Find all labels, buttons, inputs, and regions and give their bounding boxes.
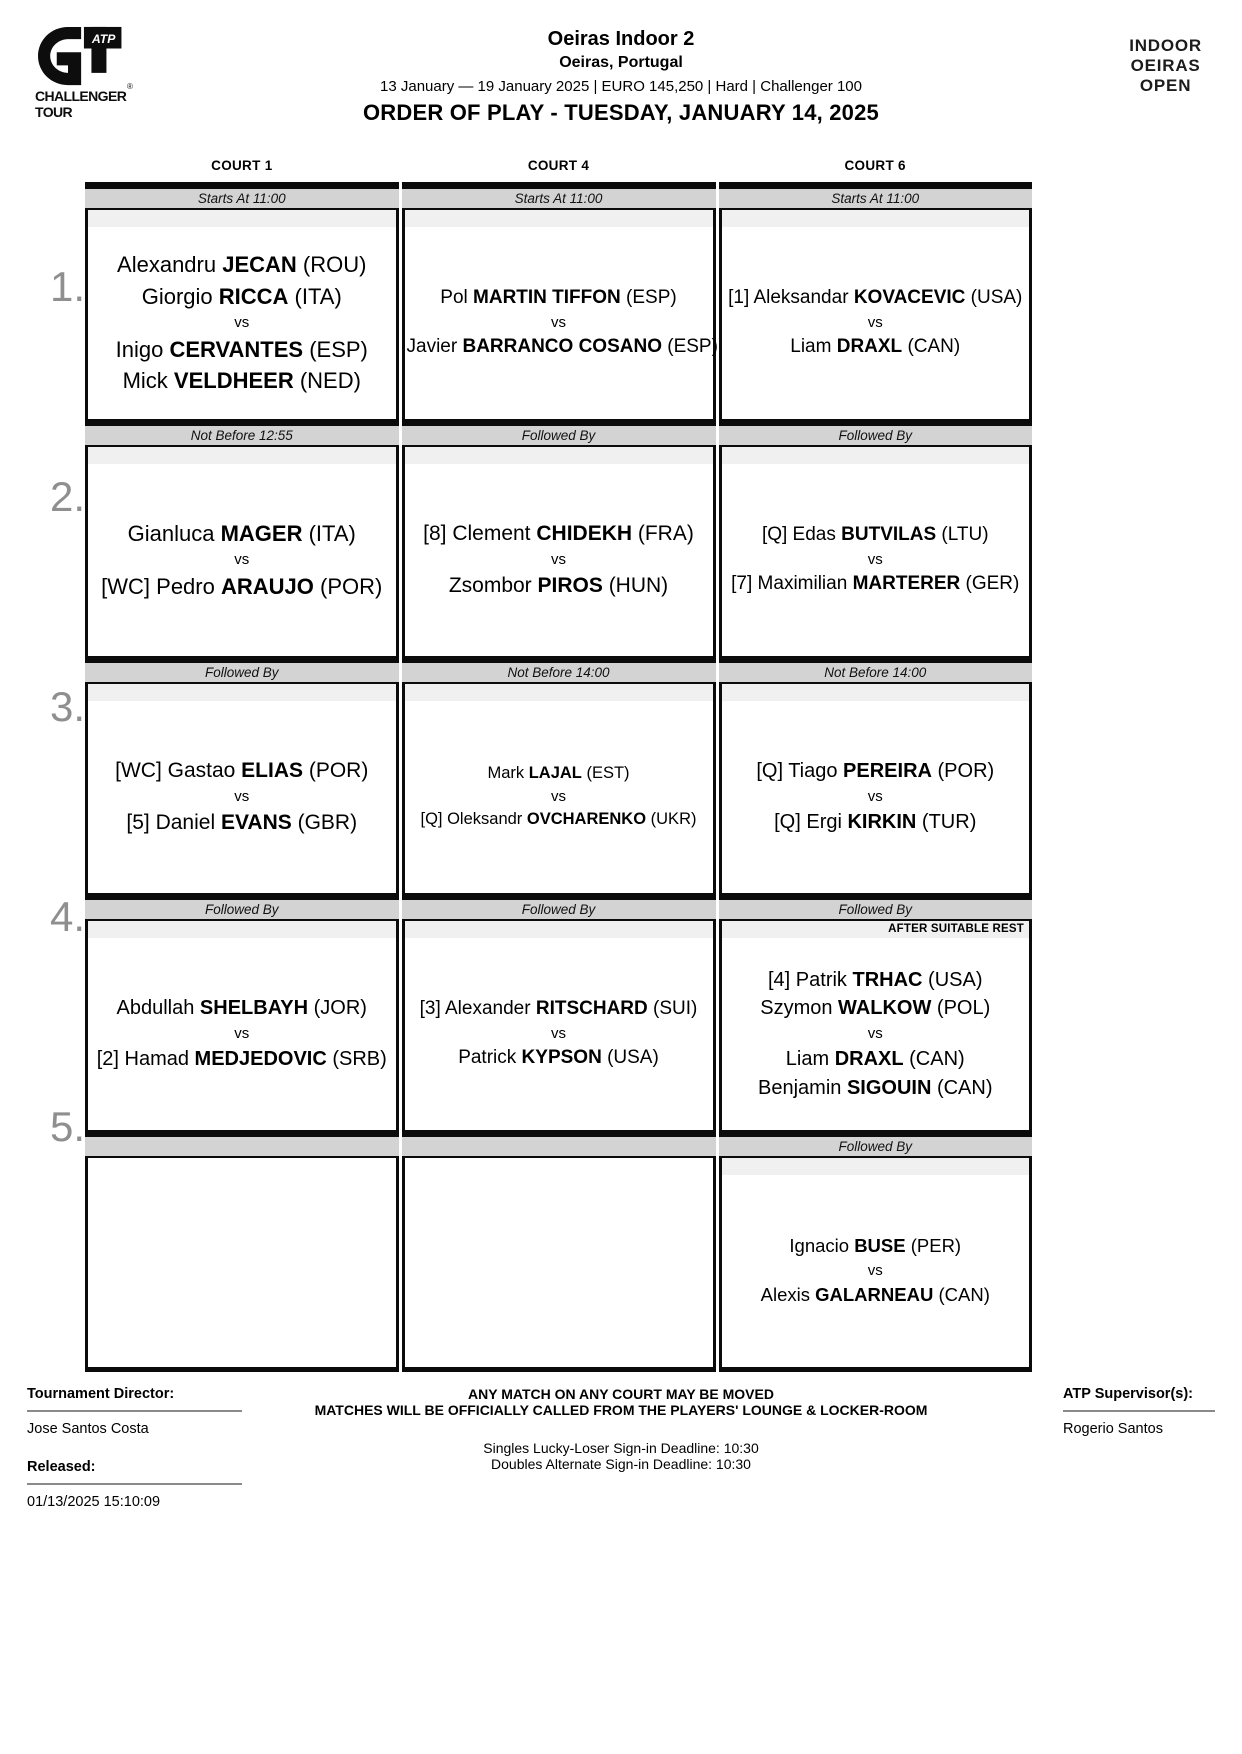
player-line: Ignacio BUSE (PER)	[789, 1235, 962, 1257]
row-number-5: 5.	[50, 1103, 86, 1150]
slot-separator: Starts At 11:00	[719, 182, 1033, 210]
court6-column	[719, 182, 1033, 1372]
match-text	[405, 464, 713, 656]
vs-label: vs	[551, 313, 566, 331]
tournament-location: Oeiras, Portugal	[559, 54, 683, 71]
slot-separator: Not Before 14:00	[402, 656, 716, 684]
row-number-1: 1.	[50, 263, 86, 310]
match-text	[405, 1158, 713, 1367]
player-line: [WC] Pedro ARAUJO (POR)	[101, 574, 383, 600]
column-bottom-border	[402, 1367, 716, 1372]
player-line: Pol MARTIN TIFFON (ESP)	[440, 286, 677, 308]
column-bottom-border	[719, 1367, 1033, 1372]
match-text	[405, 701, 713, 893]
footer-right	[1063, 1386, 1215, 1437]
player-line: Javier BARRANCO COSANO (ESP)	[406, 336, 718, 358]
right-logo-line: INDOOR	[1129, 36, 1202, 55]
match-text	[722, 227, 1030, 419]
divider	[1063, 1410, 1215, 1412]
player-line: [8] Clement CHIDEKH (FRA)	[423, 521, 694, 545]
schedule-grid	[85, 182, 1032, 1372]
cell-top-strip	[722, 447, 1030, 464]
player-line: Zsombor PIROS (HUN)	[448, 574, 669, 598]
player-line: Mick VELDHEER (NED)	[122, 368, 361, 394]
player-line: Alexis GALARNEAU (CAN)	[760, 1284, 990, 1306]
slot-separator: Followed By	[402, 893, 716, 921]
vs-label: vs	[867, 1261, 883, 1279]
vs-label: vs	[234, 550, 250, 568]
vs-label: vs	[551, 550, 566, 568]
cell-top-strip	[88, 210, 396, 227]
match-text	[88, 938, 396, 1130]
player-line: [Q] Ergi KIRKIN (TUR)	[774, 811, 977, 834]
player-line: Alexandru JECAN (ROU)	[117, 252, 367, 278]
slot-separator: Starts At 11:00	[402, 182, 716, 210]
atp-challenger-logo-icon	[35, 26, 131, 86]
player-line: Giorgio RICCA (ITA)	[141, 283, 342, 309]
doubles-deadline: Doubles Alternate Sign-in Deadline: 10:30	[491, 1456, 751, 1472]
tournament-director-label: Tournament Director:	[27, 1386, 175, 1402]
cell-top-strip	[88, 921, 396, 938]
atp-supervisor-label: ATP Supervisor(s):	[1063, 1386, 1193, 1402]
player-line: [Q] Edas BUTVILAS (LTU)	[761, 523, 989, 545]
tournament-details: 13 January — 19 January 2025 | EURO 145,250 | Hard | Challenger 100	[380, 78, 862, 95]
cell-top-strip	[405, 447, 713, 464]
player-line: Liam DRAXL (CAN)	[785, 1048, 965, 1071]
player-line: Szymon WALKOW (POL)	[760, 997, 991, 1020]
order-of-play-title: ORDER OF PLAY - TUESDAY, JANUARY 14, 2025	[362, 100, 879, 125]
match-text	[88, 701, 396, 893]
footer-notice-line1: ANY MATCH ON ANY COURT MAY BE MOVED	[468, 1386, 774, 1402]
player-line: Inigo CERVANTES (ESP)	[115, 337, 368, 363]
match-text	[88, 464, 396, 656]
registered-mark: ®	[127, 82, 133, 91]
match-cell	[719, 1158, 1033, 1367]
empty-match-cell	[402, 1158, 716, 1367]
after-suitable-rest-note: AFTER SUITABLE REST	[888, 923, 1024, 935]
player-line: [7] Maximilian MARTERER (GER)	[731, 573, 1020, 595]
cell-top-strip	[405, 684, 713, 701]
match-cell	[85, 684, 399, 893]
right-logo-line: OEIRAS	[1130, 56, 1201, 76]
vs-label: vs	[234, 313, 250, 331]
player-line: [4] Patrik TRHAC (USA)	[768, 968, 983, 991]
match-cell	[402, 210, 716, 419]
match-cell	[719, 210, 1033, 419]
atp-logo-text: ATP	[91, 31, 116, 46]
slot-separator: Followed By	[719, 893, 1033, 921]
cell-top-strip	[88, 684, 396, 701]
court-header-court4: COURT 4	[527, 158, 590, 173]
match-cell	[719, 921, 1033, 1130]
slot-separator: Not Before 12:55	[85, 419, 399, 447]
cell-top-strip	[722, 1158, 1030, 1175]
slot-separator	[85, 1130, 399, 1158]
right-logo-line: OPEN	[1139, 76, 1192, 96]
footer-center	[250, 1386, 992, 1472]
slot-separator: Followed By	[719, 1130, 1033, 1158]
footer-notice-line2: MATCHES WILL BE OFFICIALLY CALLED FROM THE PLAYERS' LOUNGE & LOCKER-ROOM	[314, 1402, 928, 1418]
footer-left	[27, 1386, 242, 1510]
court-header-court6: COURT 6	[844, 158, 906, 173]
match-cell	[85, 210, 399, 419]
cell-top-strip	[722, 684, 1030, 701]
singles-deadline: Singles Lucky-Loser Sign-in Deadline: 10:30	[483, 1440, 759, 1456]
match-cell	[719, 447, 1033, 656]
player-line: [2] Hamad MEDJEDOVIC (SRB)	[96, 1048, 387, 1071]
vs-label: vs	[551, 787, 566, 805]
match-text	[722, 464, 1030, 656]
player-line: Abdullah SHELBAYH (JOR)	[116, 997, 367, 1020]
vs-label: vs	[867, 1024, 883, 1042]
vs-label: vs	[234, 787, 250, 805]
slot-separator	[402, 1130, 716, 1158]
court4-column	[402, 182, 716, 1372]
match-text	[722, 1175, 1030, 1367]
atp-supervisor-name: Rogerio Santos	[1063, 1421, 1163, 1437]
slot-separator: Not Before 14:00	[719, 656, 1033, 684]
player-line: [Q] Oleksandr OVCHARENKO (UKR)	[420, 810, 697, 829]
player-line: Patrick KYPSON (USA)	[458, 1047, 659, 1069]
cell-top-strip	[722, 921, 1030, 938]
vs-label: vs	[867, 787, 883, 805]
divider	[27, 1410, 242, 1412]
indoor-oeiras-open-logo	[1129, 36, 1202, 96]
match-text	[88, 227, 396, 419]
match-cell	[402, 684, 716, 893]
released-timestamp: 01/13/2025 15:10:09	[27, 1494, 161, 1510]
player-line: [5] Daniel EVANS (GBR)	[126, 811, 358, 835]
vs-label: vs	[234, 1024, 250, 1042]
slot-separator: Followed By	[85, 656, 399, 684]
player-line: Benjamin SIGOUIN (CAN)	[758, 1076, 993, 1099]
slot-separator: Starts At 11:00	[85, 182, 399, 210]
empty-match-cell	[85, 1158, 399, 1367]
vs-label: vs	[867, 550, 883, 568]
match-text	[88, 1158, 396, 1367]
tournament-director-name: Jose Santos Costa	[27, 1421, 149, 1437]
cell-top-strip	[722, 210, 1030, 227]
match-cell	[402, 447, 716, 656]
match-cell	[85, 447, 399, 656]
slot-separator: Followed By	[719, 419, 1033, 447]
court1-column	[85, 182, 399, 1372]
match-text	[405, 227, 718, 419]
match-cell	[402, 921, 716, 1130]
logo-tour-label: TOUR	[35, 104, 73, 120]
logo-challenger-label: CHALLENGER	[35, 88, 127, 104]
divider	[27, 1483, 242, 1485]
player-line: [3] Alexander RITSCHARD (SUI)	[419, 997, 698, 1019]
cell-top-strip	[88, 447, 396, 464]
court-header-court1: COURT 1	[211, 158, 273, 173]
row-number-4: 4.	[50, 893, 86, 940]
vs-label: vs	[867, 313, 883, 331]
column-bottom-border	[85, 1367, 399, 1372]
slot-separator: Followed By	[402, 419, 716, 447]
match-cell	[719, 684, 1033, 893]
player-line: Liam DRAXL (CAN)	[790, 336, 961, 358]
player-line: [WC] Gastao ELIAS (POR)	[115, 758, 369, 782]
match-text	[722, 938, 1030, 1130]
released-label: Released:	[27, 1459, 96, 1475]
cell-top-strip	[405, 210, 713, 227]
row-number-3: 3.	[50, 683, 86, 730]
player-line: Gianluca MAGER (ITA)	[127, 520, 356, 546]
slot-separator: Followed By	[85, 893, 399, 921]
match-text	[405, 938, 713, 1130]
cell-top-strip	[405, 921, 713, 938]
player-line: Mark LAJAL (EST)	[487, 764, 630, 783]
match-cell	[85, 921, 399, 1130]
vs-label: vs	[551, 1024, 566, 1042]
player-line: [1] Aleksandar KOVACEVIC (USA)	[728, 286, 1023, 308]
player-line: [Q] Tiago PEREIRA (POR)	[756, 760, 995, 783]
match-text	[722, 701, 1030, 893]
tournament-name: Oeiras Indoor 2	[547, 28, 695, 50]
row-number-2: 2.	[50, 473, 86, 520]
